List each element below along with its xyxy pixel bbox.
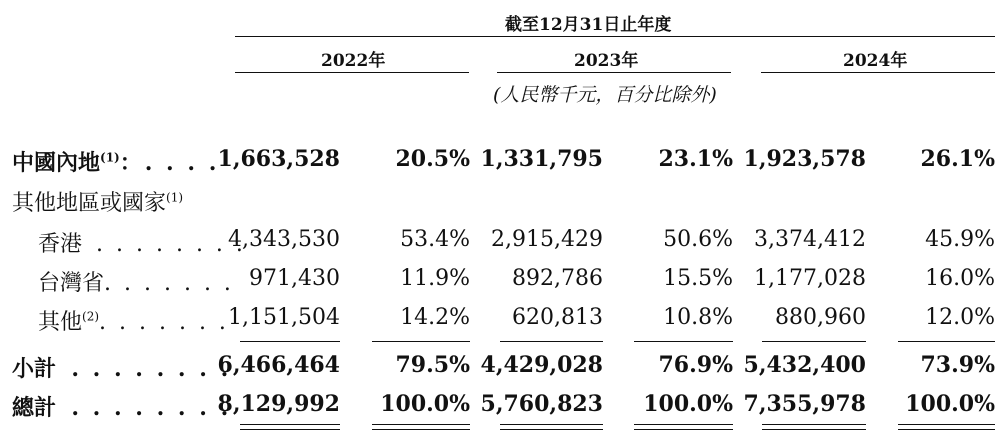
table-cell: 4,429,028 — [480, 352, 603, 378]
subtotal-rule — [372, 341, 470, 342]
table-cell: 53.4% — [400, 227, 470, 252]
year-rule-2022 — [235, 72, 469, 73]
total-double-rule — [372, 424, 470, 430]
table-cell: 15.5% — [663, 266, 733, 291]
leader-dots: . . . . . . . . — [96, 232, 246, 257]
year-2023: 2023年 — [574, 51, 639, 71]
subtotal-rule — [762, 341, 866, 342]
table-cell: 14.2% — [400, 305, 470, 330]
row-label-hongkong — [38, 227, 246, 258]
row-label-text: 總計 — [12, 395, 57, 421]
row-label-text: 其他 — [38, 310, 83, 335]
table-cell: 11.9% — [400, 266, 470, 291]
subtotal-rule — [634, 341, 733, 342]
leader-dots: ：. . . . — [119, 150, 220, 176]
leader-dots: . . . . . . . — [99, 310, 229, 335]
row-label-text: 其他地區或國家 — [12, 191, 167, 216]
row-label-mainland — [12, 146, 219, 177]
table-cell: 50.6% — [663, 227, 733, 252]
total-double-rule — [898, 424, 995, 430]
year-rule-2023 — [497, 72, 731, 73]
table-cell: 1,663,528 — [217, 146, 340, 172]
table-cell: 880,960 — [775, 305, 866, 330]
leader-dots: . . . . . . . . — [71, 356, 232, 382]
table-cell: 5,432,400 — [743, 352, 866, 378]
table-cell: 620,813 — [512, 305, 603, 330]
table-cell: 45.9% — [925, 227, 995, 252]
row-label-text: 香港 — [38, 232, 83, 257]
footnote-ref: (1) — [166, 190, 184, 205]
table-cell: 892,786 — [512, 266, 603, 291]
period-title: 截至12月31日止年度 — [505, 15, 672, 35]
total-double-rule — [500, 424, 603, 430]
row-label-other-regions — [12, 186, 183, 217]
subtotal-rule — [240, 341, 340, 342]
row-label-taiwan — [38, 266, 234, 297]
subtotal-rule — [898, 341, 995, 342]
total-double-rule — [634, 424, 733, 430]
subtotal-rule — [500, 341, 603, 342]
table-cell: 6,466,464 — [217, 352, 340, 378]
footnote-ref: (2) — [82, 309, 100, 324]
table-cell: 971,430 — [249, 266, 340, 291]
row-label-total — [12, 391, 231, 422]
table-cell: 3,374,412 — [754, 227, 866, 252]
table-cell: 10.8% — [663, 305, 733, 330]
table-cell: 4,343,530 — [228, 227, 340, 252]
row-label-text: 台灣省 — [38, 271, 105, 296]
table-cell: 12.0% — [925, 305, 995, 330]
row-label-text: 小計 — [12, 356, 57, 382]
footnote-ref: (1) — [100, 150, 120, 165]
table-cell: 1,923,578 — [743, 146, 866, 172]
table-cell: 1,177,028 — [754, 266, 866, 291]
table-cell: 26.1% — [920, 146, 995, 172]
table-cell: 100.0% — [380, 391, 470, 417]
table-cell: 79.5% — [395, 352, 470, 378]
table-cell: 1,331,795 — [480, 146, 603, 172]
table-cell: 16.0% — [925, 266, 995, 291]
unit-note: (人民幣千元，百分比除外) — [493, 84, 717, 106]
total-double-rule — [240, 424, 340, 430]
header-rule — [235, 36, 995, 37]
table-cell: 5,760,823 — [480, 391, 603, 417]
table-cell: 100.0% — [905, 391, 995, 417]
row-label-text: 中國內地 — [12, 150, 101, 176]
year-rule-2024 — [761, 72, 995, 73]
leader-dots: . . . . . . . . — [71, 395, 232, 421]
table-cell: 2,915,429 — [491, 227, 603, 252]
table-cell: 8,129,992 — [217, 391, 340, 417]
year-2022: 2022年 — [321, 51, 386, 71]
table-cell: 7,355,978 — [743, 391, 866, 417]
leader-dots: . . . . . . . — [104, 271, 234, 296]
year-2024: 2024年 — [843, 51, 908, 71]
table-cell: 73.9% — [920, 352, 995, 378]
table-cell: 100.0% — [643, 391, 733, 417]
row-label-other — [38, 305, 229, 336]
table-cell: 76.9% — [658, 352, 733, 378]
row-label-subtotal — [12, 352, 231, 383]
table-cell: 23.1% — [658, 146, 733, 172]
total-double-rule — [762, 424, 866, 430]
table-cell: 20.5% — [395, 146, 470, 172]
table-cell: 1,151,504 — [228, 305, 340, 330]
